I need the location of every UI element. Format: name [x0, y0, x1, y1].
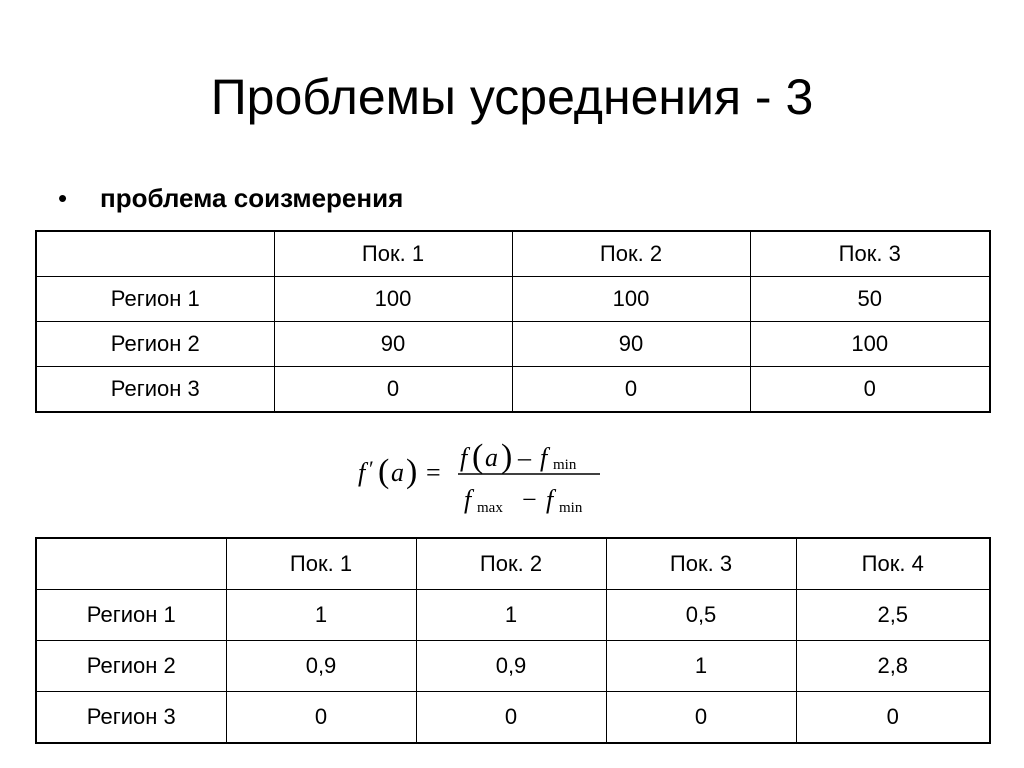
table-cell: 0: [750, 367, 990, 413]
formula-num-arg: a: [485, 443, 498, 472]
table-cell: 90: [512, 322, 750, 367]
normalized-values-table: [35, 537, 991, 744]
bullet-item: [58, 180, 403, 216]
table-cell: 0,9: [226, 641, 416, 692]
table-cell: 1: [416, 590, 606, 641]
formula-lhs-paren-close: ): [406, 453, 418, 490]
table-row: [36, 692, 990, 744]
header-cell-empty: [36, 231, 274, 277]
table-cell: 0: [606, 692, 796, 744]
header-cell: Пок. 2: [512, 231, 750, 277]
header-cell: Пок. 4: [796, 538, 990, 590]
row-label-cell: Регион 2: [36, 641, 226, 692]
raw-values-table: [35, 230, 991, 413]
formula-num-sub: min: [553, 457, 577, 473]
row-label-cell: Регион 1: [36, 277, 274, 322]
formula-num-minus: –: [518, 443, 531, 472]
row-label-cell: Регион 3: [36, 367, 274, 413]
formula-num-paren-open: (: [472, 438, 484, 475]
header-cell-empty: [36, 538, 226, 590]
table-cell: 0: [512, 367, 750, 413]
formula-graphic: [350, 432, 620, 524]
formula-lhs-prime: ′: [369, 456, 374, 481]
table-header-row: [36, 538, 990, 590]
formula-lhs-arg: a: [391, 458, 404, 487]
formula-den-minus: −: [522, 485, 537, 514]
table-row: [36, 641, 990, 692]
table-cell: 0,9: [416, 641, 606, 692]
table-cell: 100: [750, 322, 990, 367]
table-cell: 1: [606, 641, 796, 692]
formula-den-f1: f: [464, 485, 472, 514]
formula-num-f: f: [460, 443, 468, 472]
table-cell: 2,5: [796, 590, 990, 641]
slide-title: Проблемы усреднения - 3: [210, 69, 814, 125]
formula-lhs-f: f: [358, 458, 366, 487]
row-label-cell: Регион 3: [36, 692, 226, 744]
table-cell: 50: [750, 277, 990, 322]
table-cell: 2,8: [796, 641, 990, 692]
header-cell: Пок. 2: [416, 538, 606, 590]
table-cell: 0: [796, 692, 990, 744]
row-label-cell: Регион 2: [36, 322, 274, 367]
table-row: [36, 367, 990, 413]
header-cell: Пок. 3: [606, 538, 796, 590]
formula-den-sub2: min: [559, 500, 583, 516]
header-cell: Пок. 1: [274, 231, 512, 277]
bullet-dot-icon: •: [58, 182, 68, 213]
table-cell: 90: [274, 322, 512, 367]
formula-num-f2: f: [540, 443, 548, 472]
table-header-row: [36, 231, 990, 277]
formula-den-f2: f: [546, 485, 554, 514]
normalization-formula: [350, 432, 620, 524]
table-cell: 0: [226, 692, 416, 744]
header-cell: Пок. 3: [750, 231, 990, 277]
formula-equals: =: [426, 458, 441, 487]
table-cell: 0: [274, 367, 512, 413]
bullet-text: проблема соизмерения: [100, 182, 404, 213]
formula-den-sub1: max: [477, 500, 503, 516]
table-cell: 1: [226, 590, 416, 641]
table-cell: 0: [416, 692, 606, 744]
table-row: [36, 322, 990, 367]
table-row: [36, 277, 990, 322]
table-cell: 100: [512, 277, 750, 322]
row-label-cell: Регион 1: [36, 590, 226, 641]
header-cell: Пок. 1: [226, 538, 416, 590]
formula-num-paren-close: ): [501, 438, 513, 475]
formula-lhs-paren-open: (: [378, 453, 390, 490]
table-row: [36, 590, 990, 641]
table-cell: 100: [274, 277, 512, 322]
table-cell: 0,5: [606, 590, 796, 641]
